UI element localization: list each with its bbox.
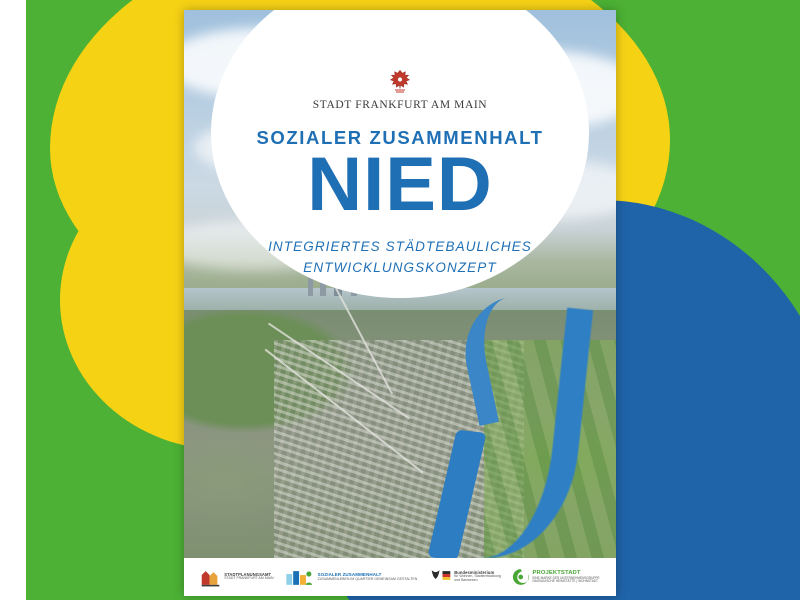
green-swirl-icon [512,568,530,586]
cover-subtitle-line-1: INTEGRIERTES STÄDTEBAULICHES [268,238,532,254]
title-block [184,10,616,300]
document-cover-page[interactable] [184,10,616,596]
logo-text [224,573,273,581]
logo-line-2: STADT FRANKFURT AM MAIN [224,576,274,581]
logo-line-1: PROJEKTSTADT [532,570,582,577]
people-and-buildings-icon [286,567,315,587]
logo-sozialer-zusammenhalt [286,567,418,587]
logo-line-3: und Bauwesen [454,578,478,583]
logo-projektstadt [512,568,600,586]
logo-stadtplanungsamt [200,567,274,587]
frankfurt-eagle-crest-icon [387,68,413,96]
city-logo-label: STADT FRANKFURT AM MAIN [312,99,488,111]
partner-logo-bar [184,558,616,596]
cover-subtitle-line-2: ENTWICKLUNGSKONZEPT [303,259,497,275]
background-left-gutter [0,0,26,600]
logo-line-1: STADTPLANUNGSAMT [224,572,272,577]
logo-text [533,571,600,584]
logo-line-2: ZUSAMMENLEBEN IM QUARTIER GEMEINSAM GESTALTEN [317,576,418,581]
logo-text [454,571,501,583]
city-logo [313,68,487,111]
logo-text [318,573,418,581]
cover-kicker: SOZIALER ZUSAMMENHALT [256,127,544,148]
cover-subtitle [268,237,532,279]
logo-line-1: SOZIALER ZUSAMMENHALT [317,571,382,577]
logo-bundesministerium [430,567,501,587]
logo-line-2: EINE MARKE DER UNTERNEHMENSGRUPPE [532,575,601,580]
houses-crest-icon [200,567,222,587]
logo-line-3: NASSAUISCHE HEIMSTÄTTE | WOHNSTADT [532,579,599,584]
logo-line-1: Bundesministerium [454,570,495,576]
logo-line-2: für Wohnen, Stadtentwicklung [454,574,501,579]
bundesadler-flag-icon [430,567,452,587]
cover-title: NIED [307,142,493,227]
